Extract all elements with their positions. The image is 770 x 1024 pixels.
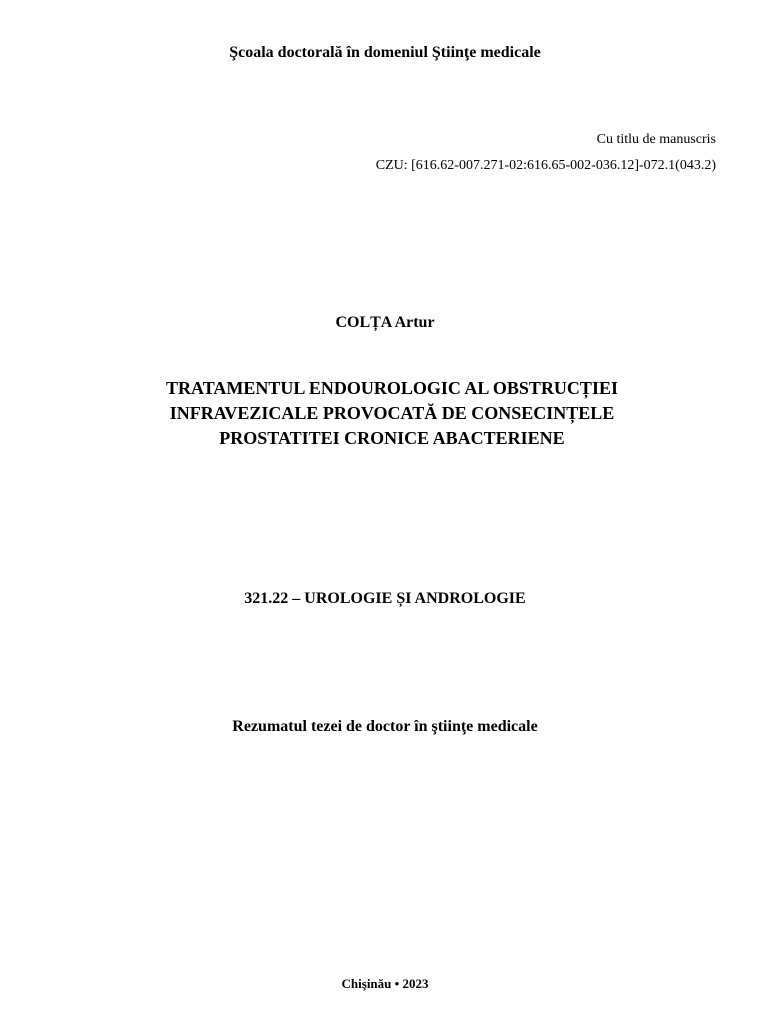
manuscript-note: Cu titlu de manuscris bbox=[596, 132, 716, 147]
specialty-code: 321.22 – UROLOGIE ȘI ANDROLOGIE bbox=[244, 590, 526, 607]
thesis-title bbox=[0, 376, 770, 451]
thesis-title-line: PROSTATITEI CRONICE ABACTERIENE bbox=[219, 428, 565, 448]
author-name: COLȚA Artur bbox=[335, 314, 435, 331]
place-and-year: Chişinău • 2023 bbox=[341, 976, 429, 991]
czu-code: CZU: [616.62-007.271-02:616.65-002-036.12]-072.1(043.2) bbox=[375, 158, 716, 173]
thesis-title-line: TRATAMENTUL ENDOUROLOGIC AL OBSTRUCȚIEI bbox=[166, 378, 618, 398]
thesis-title-line: INFRAVEZICALE PROVOCATĂ DE CONSECINȚELE bbox=[169, 403, 615, 423]
summary-type: Rezumatul tezei de doctor în ştiinţe medicale bbox=[232, 718, 538, 735]
school-name: Şcoala doctorală în domeniul Ştiinţe medicale bbox=[229, 44, 541, 61]
